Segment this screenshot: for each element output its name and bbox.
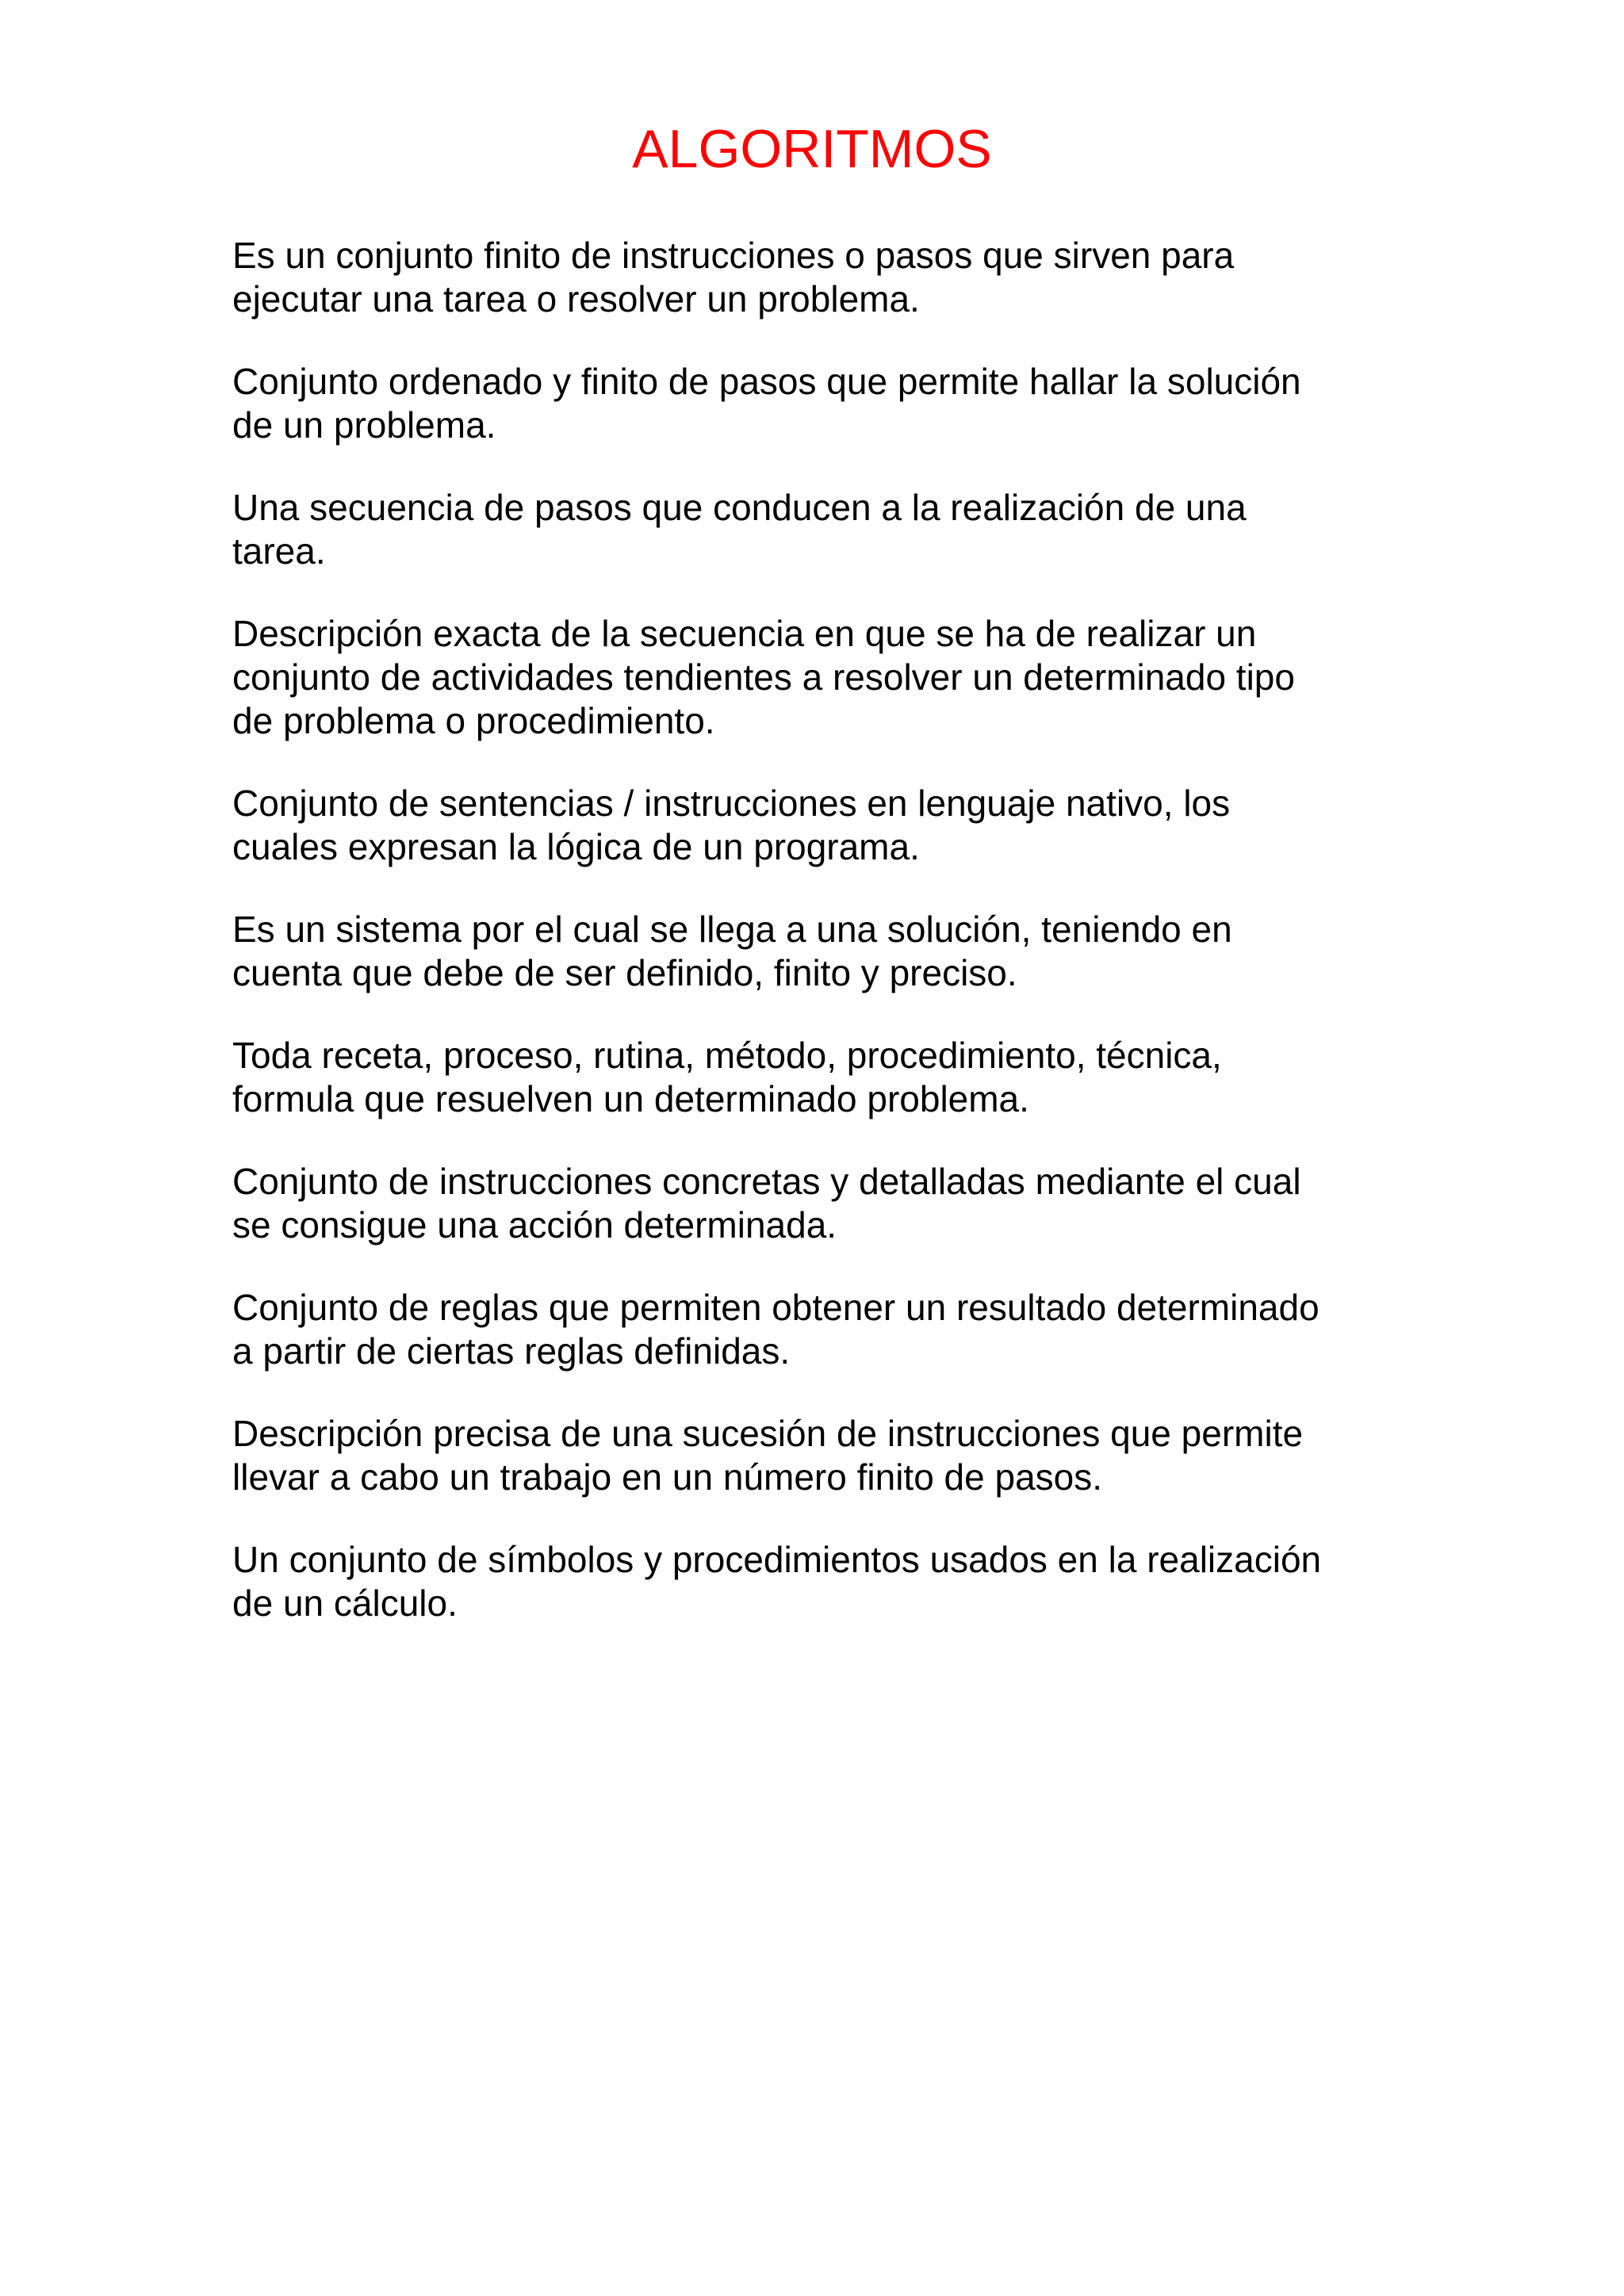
document-title: ALGORITMOS — [632, 119, 992, 179]
definition-paragraph: Descripción precisa de una sucesión de instrucciones que permite llevar a cabo un trabajo en un número finito de pasos. — [232, 1413, 1304, 1498]
definition-paragraph: Conjunto de instrucciones concretas y detalladas mediante el cual se consigue una acción determinada. — [232, 1161, 1301, 1246]
definition-paragraph: Conjunto de reglas que permiten obtener un resultado determinado a partir de ciertas reglas definidas. — [232, 1287, 1320, 1372]
definition-paragraph: Un conjunto de símbolos y procedimientos usados en la realización de un cálculo. — [232, 1539, 1322, 1624]
definitions-list — [232, 234, 1406, 1664]
definition-paragraph: Es un conjunto finito de instrucciones o pasos que sirven para ejecutar una tarea o resolver un problema. — [232, 235, 1235, 320]
definition-paragraph: Toda receta, proceso, rutina, método, procedimiento, técnica, formula que resuelven un determinado problema. — [232, 1035, 1222, 1119]
definition-paragraph: Una secuencia de pasos que conducen a la realización de una tarea. — [232, 487, 1247, 572]
definition-paragraph: Descripción exacta de la secuencia en que se ha de realizar un conjunto de actividades tendientes a resolver un determinado tipo de problema o procedimiento. — [232, 613, 1295, 741]
definition-paragraph: Conjunto ordenado y finito de pasos que permite hallar la solución de un problema. — [232, 361, 1301, 446]
definition-paragraph: Conjunto de sentencias / instrucciones en lenguaje nativo, los cuales expresan la lógica de un programa. — [232, 783, 1231, 867]
definition-paragraph: Es un sistema por el cual se llega a una solución, teniendo en cuenta que debe de ser definido, finito y preciso. — [232, 909, 1232, 993]
